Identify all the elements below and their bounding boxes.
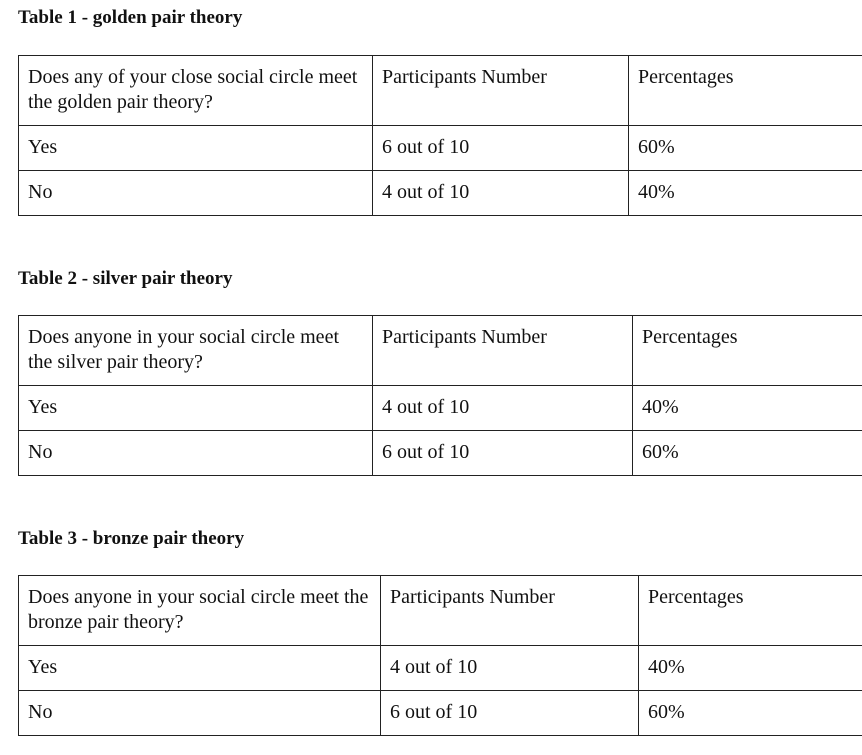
table-2-caption-title: - silver pair theory [76,268,233,289]
table-2-cell-participants: 4 out of 10 [373,386,633,431]
table-1-header-participants: Participants Number [373,56,629,126]
table-1-cell-answer: Yes [19,126,373,171]
table-2-caption-label: Table 2 [18,268,77,289]
table-3-header-question: Does anyone in your social circle meet the bronze pair theory? [19,576,381,646]
table-2-cell-answer: Yes [19,386,373,431]
table-3-cell-participants: 6 out of 10 [381,691,639,736]
table-2-header-percentages: Percentages [633,316,862,386]
table-1-header-percentages: Percentages [629,56,862,126]
table-1-cell-participants: 4 out of 10 [373,171,629,216]
table-3-cell-participants: 4 out of 10 [381,646,639,691]
table-3-cell-answer: No [19,691,381,736]
table-1-caption [18,7,242,29]
table-2-header-row [19,316,862,386]
table-2-cell-participants: 6 out of 10 [373,431,633,476]
table-3 [18,575,862,736]
table-2-header-participants: Participants Number [373,316,633,386]
table-3-cell-percentage: 60% [639,691,862,736]
table-2-header-question: Does anyone in your social circle meet the silver pair theory? [19,316,373,386]
table-1-caption-title: - golden pair theory [76,7,243,28]
table-row [19,646,862,691]
table-1-cell-percentage: 60% [629,126,862,171]
table-1 [18,55,862,216]
table-1-header-question: Does any of your close social circle meet the golden pair theory? [19,56,373,126]
table-3-caption [18,528,244,550]
table-row [19,171,862,216]
table-3-cell-percentage: 40% [639,646,862,691]
table-2-caption [18,268,232,290]
table-row [19,431,862,476]
table-row [19,386,862,431]
table-3-cell-answer: Yes [19,646,381,691]
table-2-cell-answer: No [19,431,373,476]
table-1-cell-percentage: 40% [629,171,862,216]
table-1-caption-label: Table 1 [18,7,77,28]
table-3-caption-label: Table 3 [18,528,77,549]
table-3-header-participants: Participants Number [381,576,639,646]
table-1-cell-answer: No [19,171,373,216]
table-1-cell-participants: 6 out of 10 [373,126,629,171]
table-row [19,691,862,736]
table-1-header-row [19,56,862,126]
table-3-caption-title: - bronze pair theory [76,528,245,549]
table-2-cell-percentage: 40% [633,386,862,431]
table-3-header-percentages: Percentages [639,576,862,646]
table-2 [18,315,862,476]
table-3-header-row [19,576,862,646]
table-2-cell-percentage: 60% [633,431,862,476]
table-row [19,126,862,171]
